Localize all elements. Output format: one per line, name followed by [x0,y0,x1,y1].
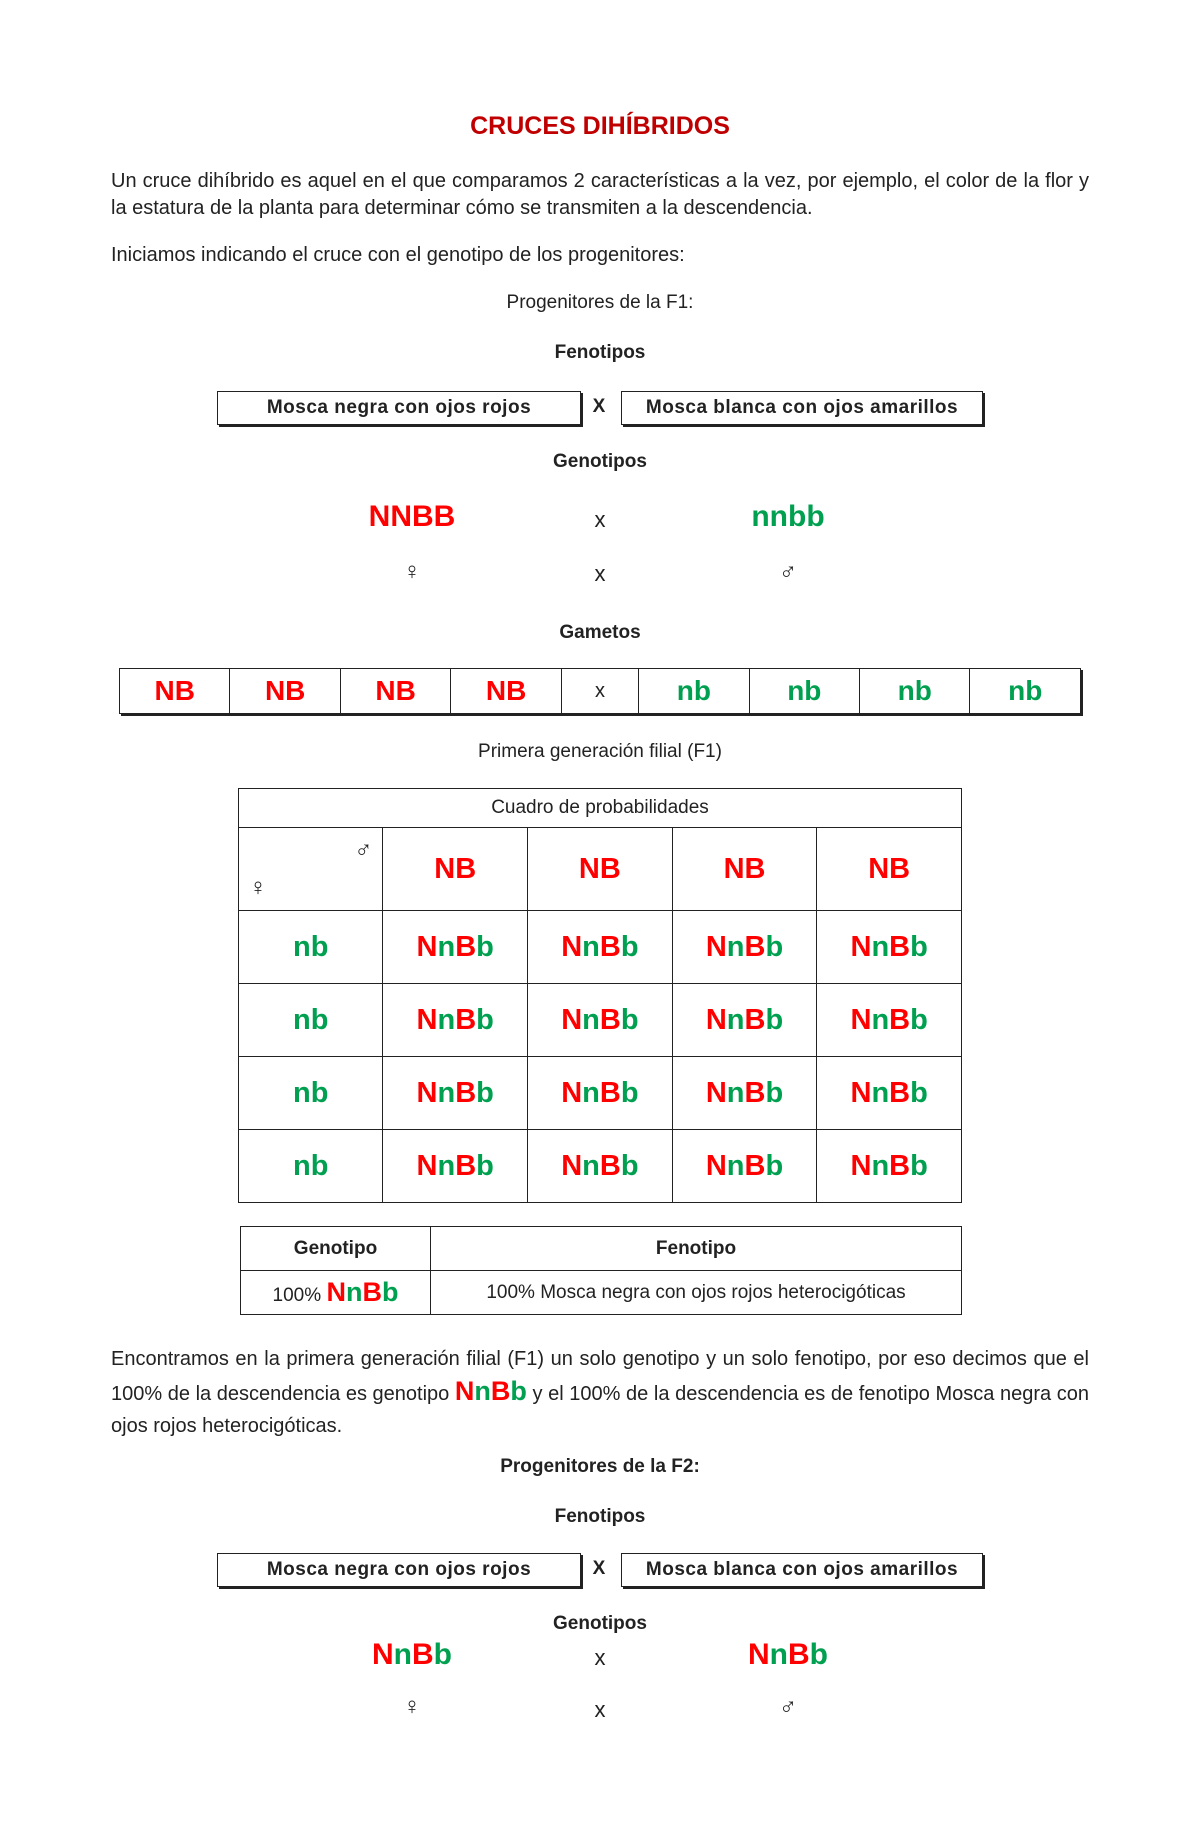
punnett-column-header: NB [817,828,962,911]
cross-symbol: x [594,561,606,586]
punnett-cell: NnBb [383,984,528,1057]
summary-phenotype: 100% Mosca negra con ojos rojos heterocigóticas [431,1271,962,1315]
gamete-male: nb [639,669,749,714]
cross-symbol: x [594,1697,606,1722]
intro-paragraph-2: Iniciamos indicando el cruce con el genotipo de los progenitores: [111,244,685,266]
punnett-cell: NnBb [817,911,962,984]
punnett-row-header: nb [239,911,383,984]
female-symbol-icon: ♀ [249,874,267,901]
summary-header-phenotype: Fenotipo [431,1227,962,1271]
intro-paragraph: Un cruce dihíbrido es aquel en el que comparamos 2 características a la vez, por ejemplo, el color de la flor y la estatura de la planta para determinar cómo se transmiten a la descendencia. [111,170,1089,219]
male-symbol-icon: ♂ [354,836,373,863]
punnett-cell: NnBb [672,1057,817,1130]
punnett-cell: NnBb [672,911,817,984]
punnett-corner [239,828,383,911]
punnett-cell: NnBb [528,1130,673,1203]
cross-symbol: X [592,396,606,417]
punnett-cell: NnBb [817,1130,962,1203]
male-symbol-icon: ♂ [779,558,797,585]
punnett-row-header: nb [239,1057,383,1130]
genotype-female: NNBB [368,500,456,533]
punnett-title: Cuadro de probabilidades [239,789,962,828]
genotypes-label-f2: Genotipos [553,1613,647,1634]
gametes-table [119,668,1081,714]
punnett-column-header: NB [672,828,817,911]
phenotype-female-box: Mosca negra con ojos rojos [217,391,581,425]
summary-genotype: NnBb [326,1277,399,1307]
gametes-label: Gametos [559,622,641,643]
genotype-male: nnbb [751,500,825,533]
punnett-cell: NnBb [383,1130,528,1203]
conclusion-part2: y el 100% de la descendencia es de fenotipo Mosca negra con ojos rojos heterocigóticas. [111,1383,1089,1437]
cross-symbol: X [592,1558,606,1579]
punnett-cell: NnBb [528,1057,673,1130]
phenotypes-label-f2: Fenotipos [554,1506,646,1527]
gamete-female: NB [120,669,230,714]
punnett-square [238,788,962,1203]
conclusion-paragraph [111,1343,1089,1442]
genotype-female-f2: NnBb [372,1638,452,1671]
f2-parents-label: Progenitores de la F2: [500,1456,700,1477]
punnett-row [239,984,962,1057]
phenotype-male-box-f2: Mosca blanca con ojos amarillos [621,1553,983,1587]
punnett-row [239,1130,962,1203]
conclusion-part1: Encontramos en la primera generación filial (F1) un solo genotipo y un solo fenotipo, por eso decimos que el 100% de la descendencia es genotipo [111,1348,1089,1405]
page-title: CRUCES DIHÍBRIDOS [470,112,730,140]
phenotype-female-box-f2: Mosca negra con ojos rojos [217,1553,581,1587]
summary-genotype-cell [241,1271,431,1315]
punnett-column-header: NB [383,828,528,911]
gamete-female: NB [230,669,340,714]
female-symbol-icon: ♀ [403,558,421,585]
punnett-cell: NnBb [383,911,528,984]
gamete-male: nb [970,669,1081,714]
punnett-column-header: NB [528,828,673,911]
summary-header-genotype: Genotipo [241,1227,431,1271]
summary-table [240,1226,962,1315]
punnett-cell: NnBb [817,984,962,1057]
punnett-cell: NnBb [817,1057,962,1130]
f1-label: Primera generación filial (F1) [478,741,722,762]
gamete-male: nb [860,669,970,714]
punnett-row [239,911,962,984]
cross-symbol: x [594,507,606,532]
summary-percent: 100% [272,1285,322,1306]
phenotypes-label: Fenotipos [554,342,646,363]
punnett-row-header: nb [239,984,383,1057]
f1-parents-label: Progenitores de la F1: [506,292,694,313]
gamete-female: NB [451,669,561,714]
phenotype-male-box: Mosca blanca con ojos amarillos [621,391,983,425]
gamete-male: nb [749,669,859,714]
punnett-cell: NnBb [528,911,673,984]
punnett-cell: NnBb [528,984,673,1057]
gamete-cross-symbol: x [561,669,638,714]
punnett-cell: NnBb [672,1130,817,1203]
punnett-cell: NnBb [383,1057,528,1130]
cross-symbol: x [594,1645,606,1670]
female-symbol-icon: ♀ [403,1693,421,1720]
male-symbol-icon: ♂ [779,1693,797,1720]
punnett-row [239,1057,962,1130]
gamete-female: NB [340,669,450,714]
genotypes-label: Genotipos [553,451,647,472]
punnett-row-header: nb [239,1130,383,1203]
genotype-male-f2: NnBb [748,1638,828,1671]
conclusion-genotype: NnBb [454,1376,527,1406]
punnett-cell: NnBb [672,984,817,1057]
